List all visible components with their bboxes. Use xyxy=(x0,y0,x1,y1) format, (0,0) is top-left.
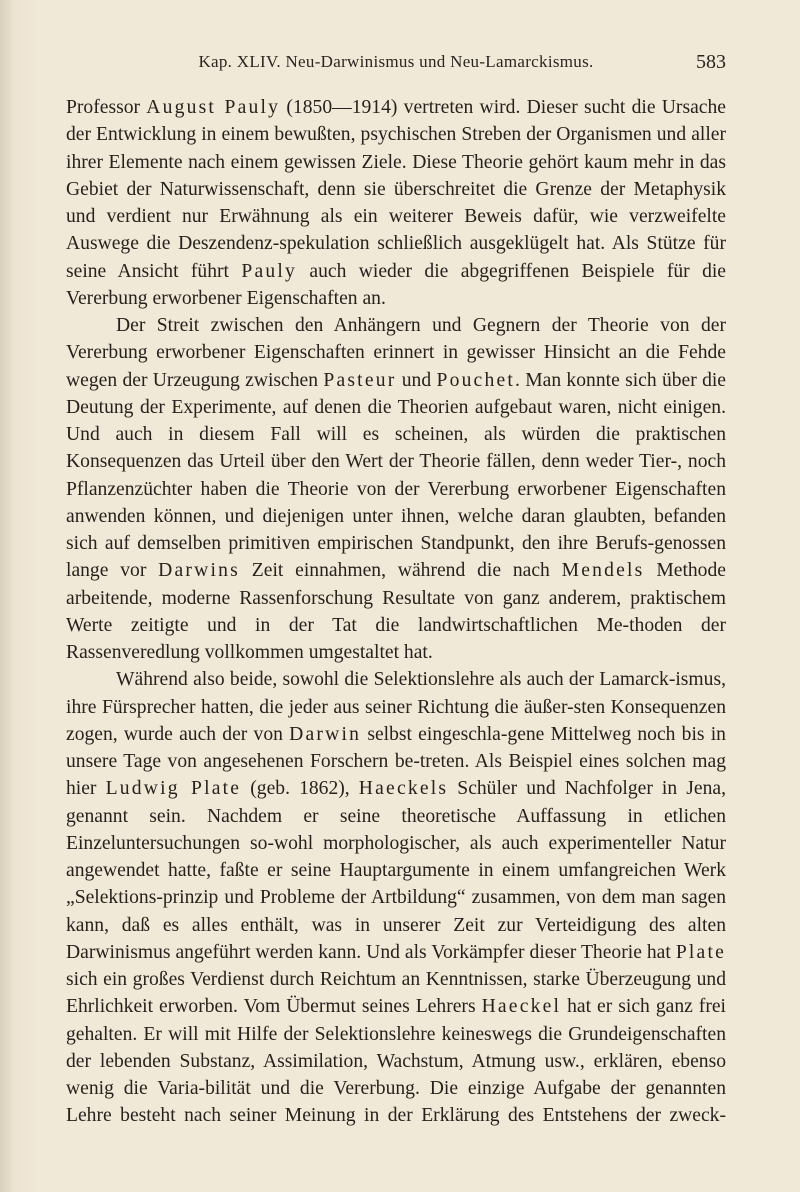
body-text xyxy=(66,94,726,1130)
text-run: . Man konnte sich über die Deutung der Experimente, auf denen die Theorien aufgebaut waren, nicht einigen. Und auch in diesem Fall will es scheinen, als würden die praktischen Konsequenzen das Urteil über den Wert der Theorie fällen, denn weder Tier-, noch Pflanzenzüchter haben die Theorie von der Vererbung erworbener Eigenschaften anwenden können, und diejenigen unter ihnen, welche daran glaubten, befanden sich auf demselben primitiven empirischen Standpunkt, den ihre Berufs-genossen lange vor xyxy=(66,369,727,582)
text-run: auch wieder die abgegriffenen Beispiele für die Vererbung erworbener Eigenschaften an. xyxy=(66,260,727,309)
text-run: sich ein großes Verdienst durch Reichtum an Kenntnissen, starke Überzeugung und Ehrlichkeit erworben. Vom Übermut seines Lehrers xyxy=(66,969,726,1018)
text-run: Zeit einnahmen, während die nach xyxy=(239,560,562,582)
spaced-name: Haeckels xyxy=(358,778,449,800)
spaced-name: Pasteur xyxy=(323,369,397,391)
spaced-name: Darwin xyxy=(289,723,362,745)
spaced-name: Darwins xyxy=(158,560,240,582)
page-header xyxy=(66,52,726,78)
text-run: hat er sich ganz frei gehalten. Er will mit Hilfe der Selektionslehre keineswegs die Grundeigenschaften der lebenden Substanz, Assimilation, Wachstum, Atmung usw., erklären, ebenso wenig die Varia-bilität und die Vererbung. Die einzige Aufgabe der genannten Lehre besteht nach seiner Meinung in der Erklärung des Entstehens der zweck- xyxy=(66,996,726,1127)
text-run: Der Streit zwischen den Anhängern und Gegnern der Theorie von der Vererbung erworbener Eigenschaften erinnert in gewisser Hinsicht an die Fehde wegen der Urzeugung zwischen xyxy=(66,315,726,391)
running-title: Kap. XLIV. Neu-Darwinismus und Neu-Lamarckismus. xyxy=(198,52,594,71)
paragraph xyxy=(66,666,726,1129)
spaced-name: Haeckel xyxy=(481,996,562,1018)
spaced-name: Ludwig Plate xyxy=(105,778,242,800)
text-run: (1850—1914) vertreten wird. Dieser sucht die Ursache der Entwicklung in einem bewußten, psychischen Streben der Organismen und aller ihrer Elemente nach einem gewissen Ziele. Diese Theorie gehört kaum mehr in das Gebiet der Naturwissenschaft, denn sie überschreitet die Grenze der Metaphysik und verdient nur Erwähnung als ein weiterer Beweis dafür, wie verzweifelte Auswege die Deszendenz-spekulation schließlich ausgeklügelt hat. Als Stütze für seine Ansicht führt xyxy=(66,97,726,282)
paragraph xyxy=(66,312,726,666)
spaced-name: Pouchet xyxy=(436,369,515,391)
paragraph xyxy=(66,94,726,312)
text-run: (geb. 1862), xyxy=(241,778,359,800)
text-run: Schüler und Nachfolger in Jena, genannt sein. Nachdem er seine theoretische Auffassung in etlichen Einzeluntersuchungen so-wohl morphologischer, als auch experimenteller Natur angewendet hatte, faßte er seine Hauptargumente in einem umfangreichen Werk „Selektions-prinzip und Probleme der Artbildung“ zusammen, von dem man sagen kann, daß es alles enthält, was in unserer Zeit zur Verteidigung des alten Darwinismus angeführt werden kann. Und als Vorkämpfer dieser Theorie hat xyxy=(66,778,726,963)
text-run: Während also beide, sowohl die Selektionslehre als auch der Lamarck-ismus, ihre Fürsprecher hatten, die jeder aus seiner Richtung die äußer-sten Konsequenzen zogen, wurde auch der von xyxy=(66,669,726,745)
spaced-name: August Pauly xyxy=(146,97,281,118)
text-run: Methode arbeitende, moderne Rassenforschung Resultate von ganz anderem, praktischem Werte zeitigte und in der Tat die landwirtschaftlichen Me-thoden der Rassenveredlung vollkommen umgestaltet hat. xyxy=(66,560,726,663)
spaced-name: Pauly xyxy=(241,260,297,282)
text-run: selbst eingeschla-gene Mittelweg noch bis in unsere Tage von angesehenen Forschern be-treten. Als Beispiel eines solchen mag hier xyxy=(66,723,726,800)
text-run: Professor xyxy=(66,97,147,118)
spaced-name: Plate xyxy=(675,941,726,963)
page-number: 583 xyxy=(696,51,726,73)
text-run: und xyxy=(396,369,437,391)
spaced-name: Mendels xyxy=(561,560,645,582)
